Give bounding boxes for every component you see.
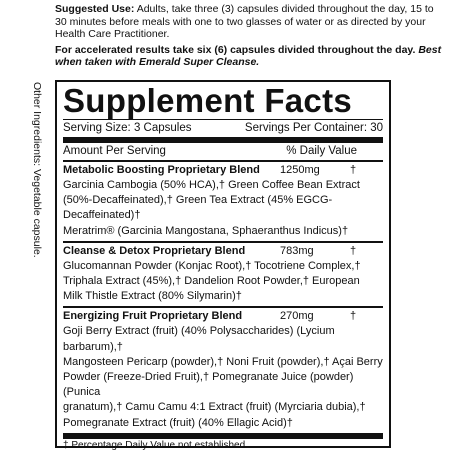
blend-header [63,244,383,259]
blend-amount: 270mg [280,310,314,323]
ingredient-line: Powder (Freeze-Dried Fruit),† Pomegranate Juice (powder) (Punica [63,371,354,399]
suggested-use-label: Suggested Use: [55,3,135,15]
blend-dagger: † [350,244,357,257]
facts-title: Supplement Facts [63,82,353,119]
ingredient-line: Milk Thistle Extract (80% Silymarin)† [63,290,242,303]
blend-energizing [63,308,383,432]
ingredient-line: Mangosteen Pericarp (powder),† Noni Fruit (powder),† Açai Berry [63,355,383,368]
footnote: † Percentage Daily Value not established [63,439,246,450]
other-ingredients [29,82,43,302]
suggested-use-text: Adults, take three (3) capsules divided throughout the day, 15 to 30 minutes before meals with one to two glasses of water or as directed by your Health Care Practitioner. [55,3,434,41]
best-when-text: Best when taken with Emerald Super Cleanse. [55,43,442,69]
blend-name: Cleanse & Detox Proprietary Blend [63,244,246,257]
blend-metabolic [63,162,383,241]
blend-dagger: † [350,310,357,323]
serving-row [63,120,383,137]
ingredient-line: (50%-Decaffeinated),† Green Tea Extract (45% EGCG-Decaffeinated)† [63,194,333,222]
ingredient-line: Pomegranate Extract (fruit) (40% Ellagic Acid)† [63,416,293,429]
other-ingredients-text: Other Ingredients: Vegetable capsule. [31,82,43,258]
blend-amount: 1250mg [280,164,320,176]
blend-header [63,163,383,178]
daily-value-header: % Daily Value [286,145,357,157]
blend-header [63,309,383,324]
amount-per-serving-header: Amount Per Serving [63,145,166,157]
servings-per-container: Servings Per Container: 30 [244,122,383,134]
blend-dagger: † [350,164,357,176]
blend-amount: 783mg [280,244,314,257]
blend-cleanse [63,243,383,307]
blend-name: Energizing Fruit Proprietary Blend [63,310,243,323]
ingredient-line: Meratrim® (Garcinia Mangostana, Sphaeranthus Indicus)† [63,224,349,237]
accelerated-text: For accelerated results take six (6) capsules divided throughout the day. [55,43,416,56]
suggested-use-section [55,3,445,72]
supplement-facts-panel [55,80,391,448]
suggested-use-paragraph [55,3,445,41]
ingredient-line: Goji Berry Extract (fruit) (40% Polysaccharides) (Lycium barbarum),† [63,325,335,353]
ingredient-line: Garcinia Cambogia (50% HCA),† Green Coffee Bean Extract [63,179,360,191]
ingredient-line: granatum),† Camu Camu 4:1 Extract (fruit) (Myrciaria dubia),† [63,401,366,414]
serving-size: Serving Size: 3 Capsules [63,122,192,134]
blend-name: Metabolic Boosting Proprietary Blend [63,164,260,176]
ingredient-line: Glucomannan Powder (Konjac Root),† Tocotriene Complex,† [63,259,361,272]
accelerated-paragraph [55,44,445,69]
ingredient-line: Triphala Extract (45%),† Dandelion Root Powder,† European [63,275,360,288]
column-header-row [63,143,383,160]
